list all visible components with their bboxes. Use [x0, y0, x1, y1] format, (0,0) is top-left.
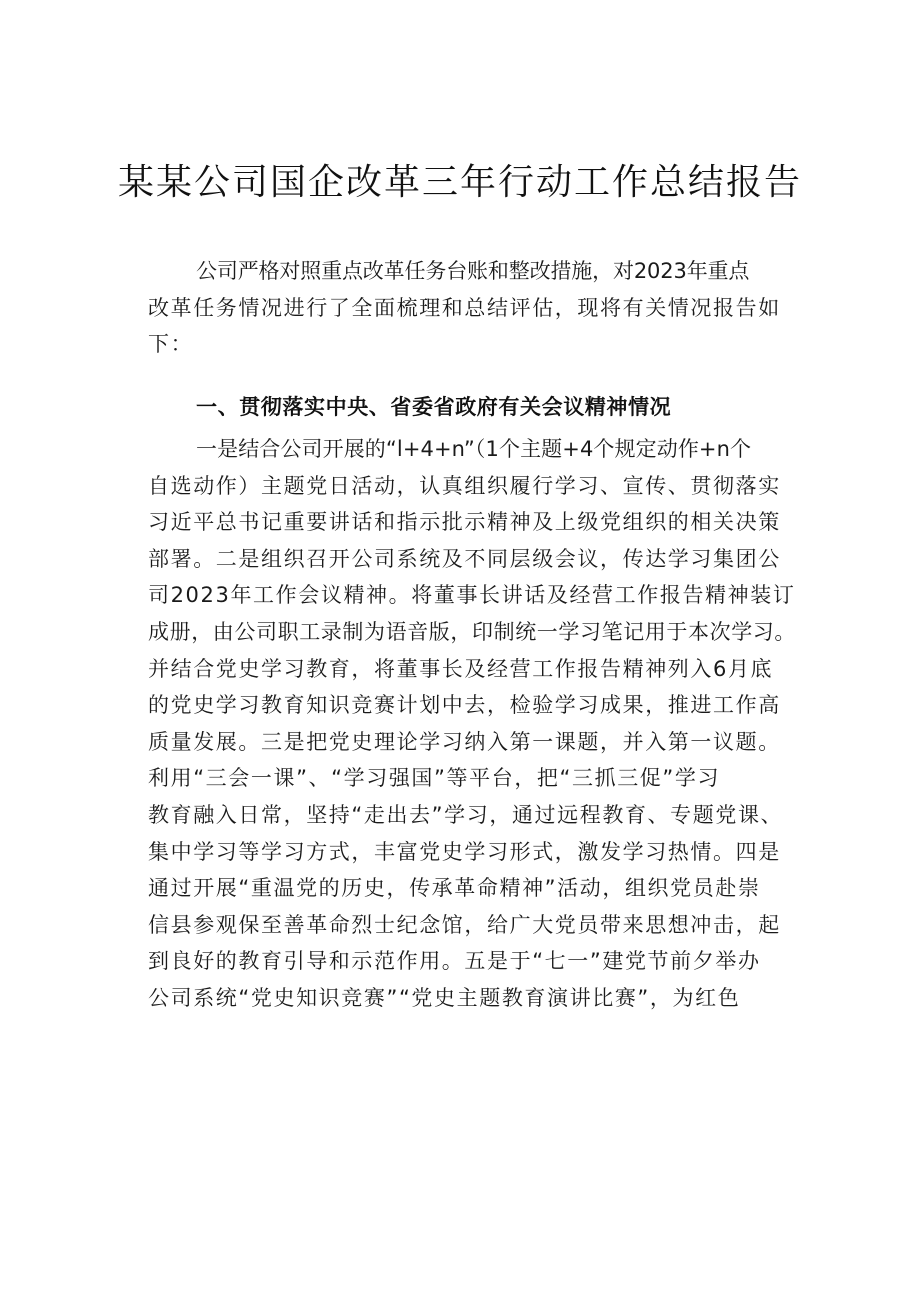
intro-line: 改革任务情况进行了全面梳理和总结评估，现将有关情况报告如 — [148, 295, 781, 320]
body-line: 部署。二是组织召开公司系统及不同层级会议，传达学习集团公 — [148, 546, 781, 571]
section-body-paragraph — [148, 431, 803, 1017]
document-title: 某某公司国企改革三年行动工作总结报告 — [117, 162, 802, 203]
body-line: 质量发展。三是把党史理论学习纳入第一课题，并入第一议题。 — [148, 729, 781, 754]
body-line: 通过开展“重温党的历史，传承革命精神”活动，组织党员赴崇 — [148, 876, 761, 901]
body-line: 到良好的教育引导和示范作用。五是于“七一”建党节前夕举办 — [148, 949, 761, 974]
body-line: 利用“三会一课”、“学习强国”等平台，把“三抓三促”学习 — [148, 766, 721, 791]
body-line: 司2023年工作会议精神。将董事长讲话及经营工作报告精神装订 — [148, 583, 796, 608]
body-line: 教育融入日常，坚持“走出去”学习，通过远程教育、专题党课、 — [148, 802, 784, 827]
body-line: 并结合党史学习教育，将董事长及经营工作报告精神列入6月底 — [148, 656, 774, 681]
section-heading: 一、贯彻落实中央、省委省政府有关会议精神情况 — [196, 395, 672, 419]
body-line: 成册，由公司职工录制为语音版，印制统一学习笔记用于本次学习。 — [148, 619, 796, 644]
body-line: 一是结合公司开展的“l+4+n”（1个主题+4个规定动作+n个 — [196, 437, 752, 461]
body-line: 集中学习等学习方式，丰富党史学习形式，激发学习热情。四是 — [148, 839, 781, 864]
intro-line: 下： — [148, 332, 194, 357]
body-line: 习近平总书记重要讲话和指示批示精神及上级党组织的相关决策 — [148, 510, 781, 535]
intro-line: 公司严格对照重点改革任务台账和整改措施，对2023年重点 — [196, 259, 750, 283]
body-line: 信县参观保至善革命烈士纪念馆，给广大党员带来思想冲击，起 — [148, 912, 781, 937]
intro-paragraph — [148, 253, 803, 363]
body-line: 自选动作）主题党日活动，认真组织履行学习、宣传、贯彻落实 — [148, 473, 781, 498]
body-line: 的党史学习教育知识竞赛计划中去，检验学习成果，推进工作高 — [148, 693, 781, 718]
body-line: 公司系统“党史知识竞赛”“党史主题教育演讲比赛”，为红色 — [148, 985, 741, 1010]
